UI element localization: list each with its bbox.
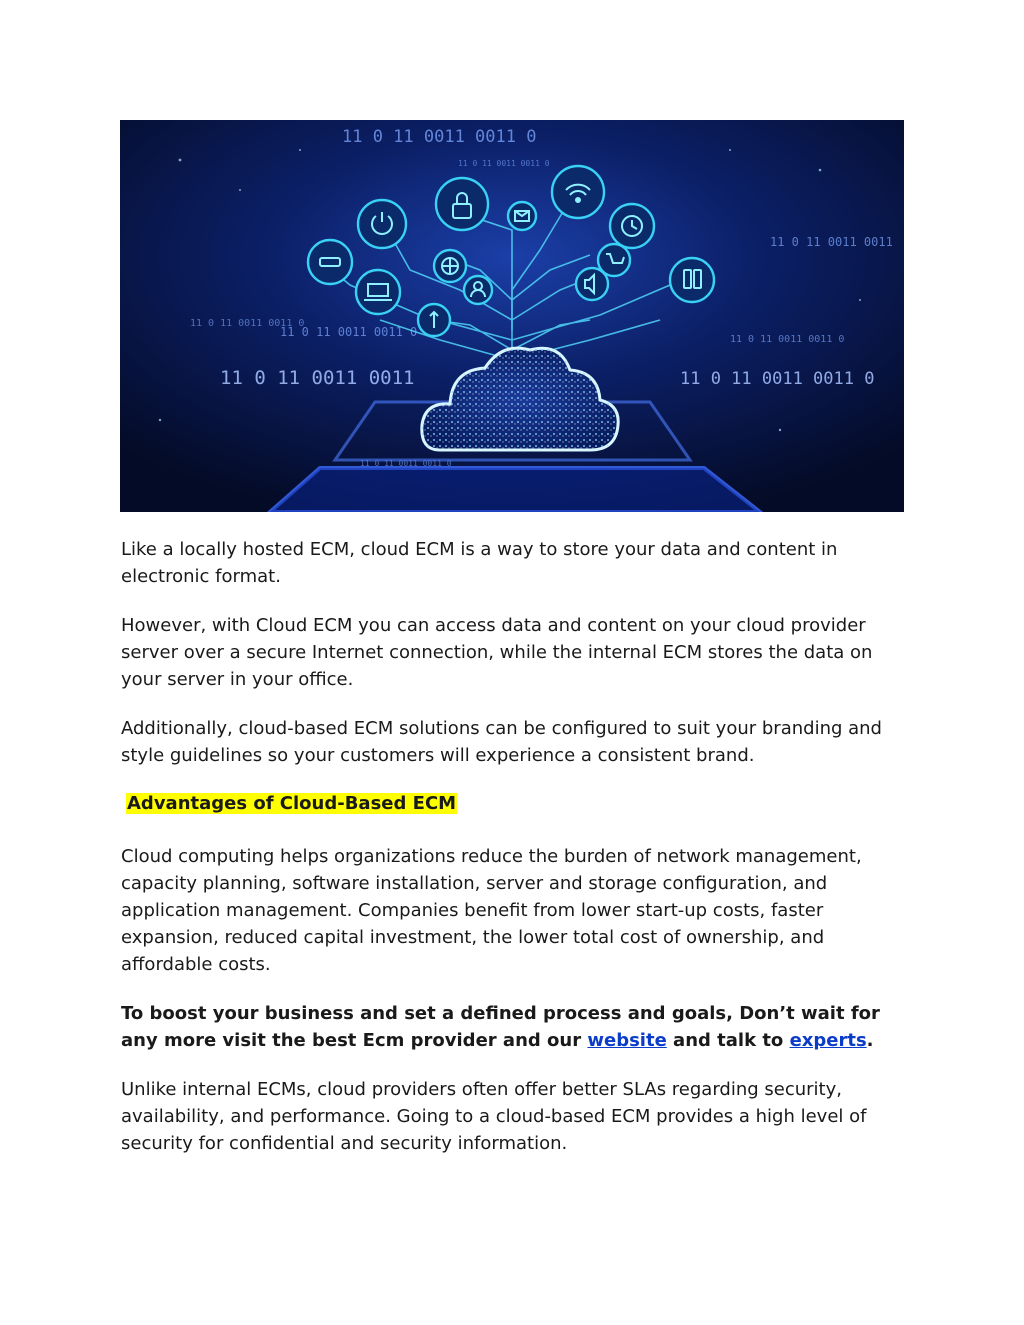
- binary-text: 11 0 11 0011 0011 0: [458, 159, 550, 168]
- wifi-icon: [552, 166, 604, 218]
- article-body: [121, 536, 911, 1179]
- paragraph-sla: Unlike internal ECMs, cloud providers often offer better SLAs regarding security, availability, and performance. Going to a cloud-based ECM provides a high level of security for confidential and security information.: [121, 1079, 867, 1154]
- website-link[interactable]: website: [587, 1030, 667, 1051]
- cloud-tree-illustration: [120, 120, 904, 512]
- binary-text: 11 0 11 0011 0011 0: [680, 369, 875, 389]
- hero-image: [120, 120, 904, 512]
- binary-text: 11 0 11 0011 0011 0: [190, 318, 305, 329]
- paragraph-intro: Like a locally hosted ECM, cloud ECM is a way to store your data and content in electronic format.: [121, 539, 838, 587]
- call-to-action: [121, 1000, 911, 1054]
- experts-link[interactable]: experts: [789, 1030, 867, 1051]
- section-heading: Advantages of Cloud-Based ECM: [127, 793, 457, 814]
- binary-text: 11 0 11 0011 0011: [770, 235, 893, 249]
- power-icon: [358, 200, 406, 248]
- binary-text: 11 0 11 0011 0011 0: [360, 459, 452, 468]
- binary-text: 11 0 11 0011 0011 0: [280, 325, 418, 339]
- binary-text: 11 0 11 0011 0011 0: [730, 334, 845, 345]
- laptop-icon: [356, 270, 400, 314]
- cta-text: .: [866, 1030, 874, 1051]
- paragraph-cloud-access: However, with Cloud ECM you can access data and content on your cloud provider server over a secure Internet connection, while the internal ECM stores the data on your server in your office.: [121, 615, 873, 690]
- router-icon: [308, 240, 352, 284]
- volume-icon: [576, 268, 608, 300]
- paragraph-branding: Additionally, cloud-based ECM solutions can be configured to suit your branding and style guidelines so your customers will experience a consistent brand.: [121, 718, 882, 766]
- cta-text: and talk to: [666, 1030, 790, 1051]
- paragraph-advantages: Cloud computing helps organizations reduce the burden of network management, capacity planning, software installation, server and storage configuration, and application management. Companies benefit from lower start-up costs, faster expansion, reduced capital investment, the lower total cost of ownership, and affordable costs.: [121, 846, 862, 975]
- binary-text: 11 0 11 0011 0011 0: [342, 127, 537, 147]
- binary-text: 11 0 11 0011 0011: [220, 367, 415, 389]
- cta-text: To boost your business and set a defined process and goals, Don’t wait for any more visit the best Ecm provider and our: [121, 1003, 880, 1051]
- section-heading-wrap: [126, 791, 911, 817]
